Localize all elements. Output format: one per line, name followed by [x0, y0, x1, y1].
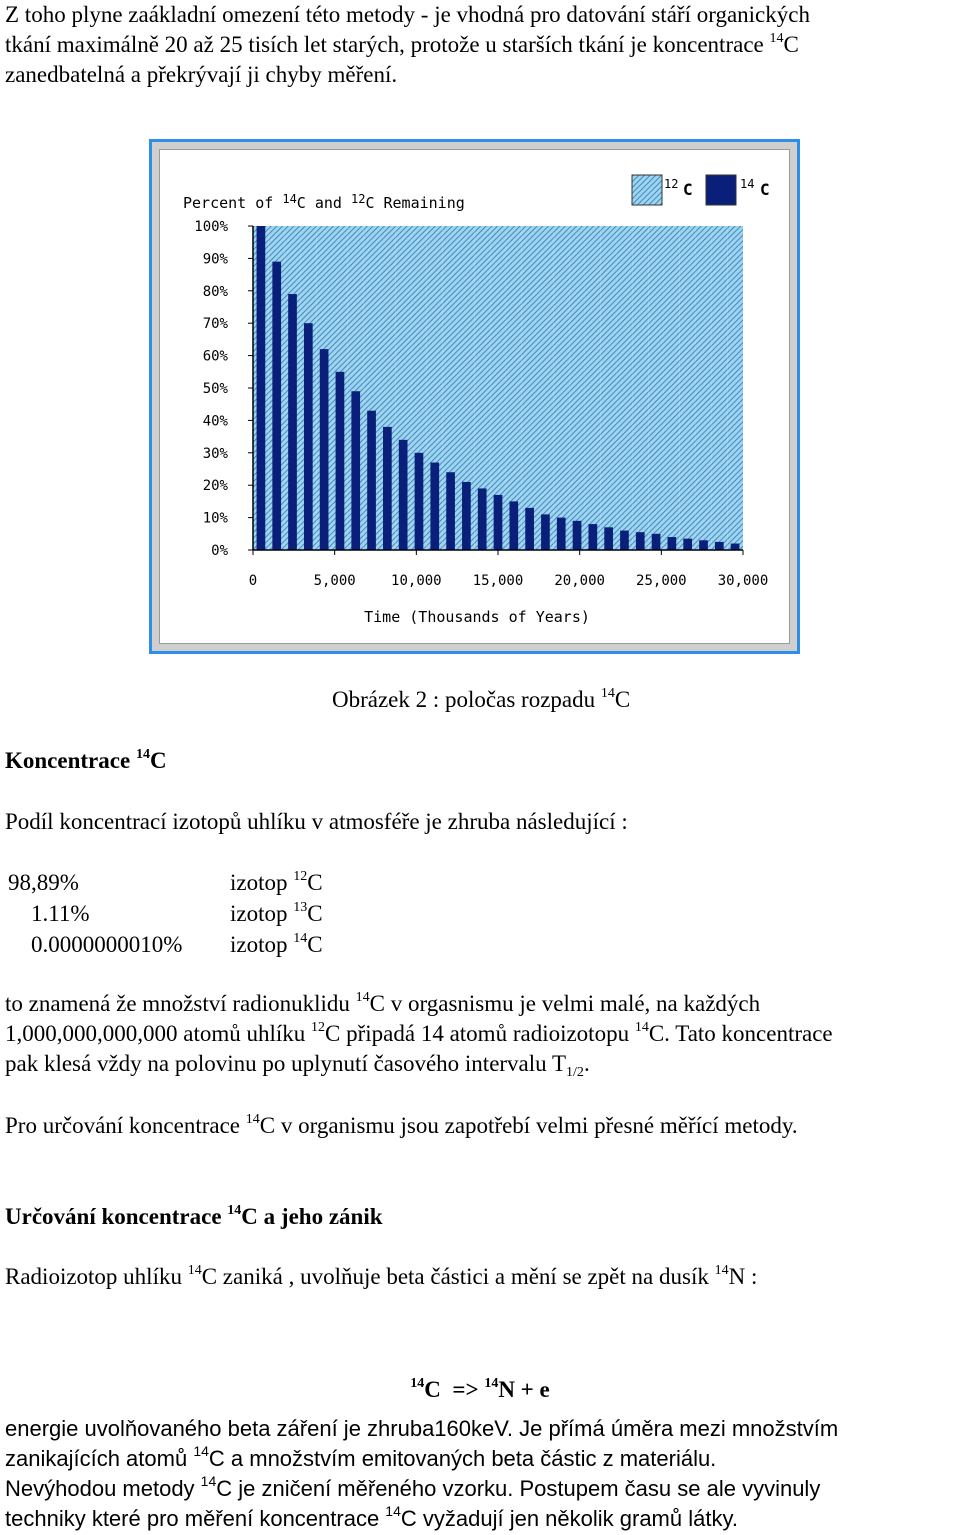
- x-tick-label: 0: [248, 573, 258, 589]
- bar-12c: [648, 226, 664, 550]
- figure-caption: Obrázek 2 : poločas rozpadu $^{14}$C: [332, 686, 631, 712]
- x-tick-label: 30,000: [717, 573, 769, 589]
- bar-14c: [731, 544, 740, 550]
- bar-12c: [711, 226, 727, 550]
- y-tick-label: 50%: [202, 381, 228, 397]
- bar-12c: [538, 226, 554, 550]
- bar-14c: [509, 501, 518, 550]
- bar-14c: [541, 514, 550, 550]
- x-tick-label: 25,000: [636, 573, 687, 589]
- isotope-percent: 98,89%: [8, 870, 79, 895]
- bar-14c: [415, 453, 424, 550]
- bar-12c: [585, 226, 601, 550]
- y-tick-label: 20%: [202, 478, 228, 495]
- bar-12c: [696, 226, 712, 550]
- isotope-percent: 1.11%: [31, 901, 90, 926]
- bar-14c: [683, 539, 692, 550]
- chart-title: Percent of $^{14}$C and $^{12}$C Remaining: [183, 192, 465, 212]
- bar-14c: [462, 482, 471, 550]
- x-tick-label: 15,000: [472, 573, 524, 589]
- bar-14c: [399, 440, 408, 550]
- section-heading-concentration: Koncentrace $^{14}$C: [5, 747, 167, 773]
- bar-14c: [446, 472, 455, 550]
- bar-14c: [620, 531, 629, 550]
- legend-sup-14c: 14: [740, 177, 755, 191]
- y-tick-label: 90%: [202, 251, 228, 268]
- y-tick-label: 10%: [202, 510, 228, 527]
- bar-14c: [604, 527, 613, 550]
- x-axis-ticks: [249, 550, 769, 589]
- y-tick-label: 0%: [211, 543, 228, 559]
- intro-line-1: Z toho plyne zaákladní omezení této metody - je vhodná pro datování stáří organických: [5, 2, 810, 27]
- x-tick-label: 20,000: [554, 573, 605, 589]
- bar-14c: [257, 226, 266, 550]
- bar-14c: [715, 542, 724, 550]
- y-tick-label: 80%: [202, 283, 228, 300]
- bar-12c: [569, 226, 585, 550]
- section2-paragraph-2: energie uvolňovaného beta záření je zhruba160keV. Je přímá úměra mezi množstvím zanikajících atomů $^{14}$C a množstvím emitovaných beta částic z materiálu. Nevýhodou metody $^{14}$C je zničení měřeného vzorku. Postupem času se ale vyvinuly techniky které pro měření koncentrace $^{14}$C vyžadují jen několik gramů látky.: [5, 1416, 839, 1531]
- legend-label-14c: C: [760, 180, 770, 199]
- bar-14c: [588, 524, 597, 550]
- bar-14c: [430, 463, 439, 550]
- bar-14c: [525, 508, 534, 550]
- bar-14c: [636, 532, 645, 550]
- bar-12c: [727, 226, 743, 550]
- y-tick-label: 40%: [202, 413, 228, 430]
- decay-chart-svg: [160, 150, 795, 649]
- isotope-percent: 0.0000000010%: [31, 932, 183, 957]
- intro-line-3: zanedbatelná a překrývají ji chyby měření.: [5, 62, 398, 87]
- bar-14c: [494, 495, 503, 550]
- legend-sup-12c: 12: [664, 177, 679, 191]
- bar-12c: [522, 226, 538, 550]
- bar-12c: [632, 226, 648, 550]
- bar-12c: [680, 226, 696, 550]
- y-tick-label: 60%: [202, 348, 228, 365]
- legend-swatch-12c: [632, 175, 662, 205]
- section1-intro: Podíl koncentrací izotopů uhlíku v atmosféře je zhruba následující :: [5, 809, 628, 834]
- x-axis-label: Time (Thousands of Years): [364, 608, 590, 626]
- decay-chart: [159, 149, 790, 644]
- bar-14c: [478, 488, 487, 550]
- bar-14c: [304, 323, 313, 550]
- isotope-name: izotop $^{13}$C: [230, 900, 323, 926]
- isotope-name: izotop $^{12}$C: [230, 869, 323, 895]
- bar-14c: [320, 349, 329, 550]
- x-tick-label: 5,000: [313, 573, 356, 589]
- x-tick-label: 10,000: [391, 573, 442, 589]
- intro-line-2: tkání maximálně 20 až 25 tisích let starých, protože u starších tkání je koncentrace $^{14}$C: [5, 31, 799, 57]
- section2-paragraph-1: Radioizotop uhlíku $^{14}$C zaniká , uvolňuje beta částici a mění se zpět na dusík $^{14}$N :: [5, 1263, 758, 1289]
- y-axis-ticks: [194, 219, 253, 559]
- section1-paragraph-2: Pro určování koncentrace $^{14}$C v organismu jsou zapotřebí velmi přesné měřící metody.: [5, 1112, 798, 1138]
- bar-12c: [617, 226, 633, 550]
- bar-12c: [664, 226, 680, 550]
- bar-14c: [668, 537, 677, 550]
- intro-paragraph: [5, 0, 955, 90]
- bar-14c: [652, 534, 661, 550]
- section-heading-determination: Určování koncentrace $^{14}$C a jeho zánik: [5, 1203, 383, 1229]
- section1-paragraph-1: to znamená že množství radionuklidu $^{14}$C v orgasnismu je velmi malé, na každých 1,000,000,000,000 atomů uhlíku $^{12}$C připadá 14 atomů radioizotopu $^{14}$C. Tato koncentrace pak klesá vždy na polovinu po uplynutí časového intervalu $T_{1/2}$.: [5, 990, 833, 1080]
- legend-swatch-14c: [706, 175, 736, 205]
- bar-14c: [336, 372, 345, 550]
- bar-14c: [272, 262, 281, 550]
- bar-14c: [383, 427, 392, 550]
- chart-legend: [632, 175, 770, 205]
- bar-12c: [601, 226, 617, 550]
- y-tick-label: 100%: [194, 219, 228, 235]
- decay-chart-frame: [149, 139, 800, 654]
- bar-14c: [351, 391, 360, 550]
- bar-14c: [367, 411, 376, 550]
- y-tick-label: 30%: [202, 445, 228, 462]
- bar-12c: [553, 226, 569, 550]
- bar-14c: [557, 518, 566, 550]
- decay-equation: $^{14}$C => $^{14}$N + e: [410, 1376, 550, 1402]
- bar-14c: [699, 540, 708, 550]
- bar-14c: [288, 294, 297, 550]
- isotope-name: izotop $^{14}$C: [230, 931, 323, 957]
- y-tick-label: 70%: [202, 316, 228, 333]
- legend-label-12c: C: [683, 180, 693, 199]
- bar-14c: [573, 521, 582, 550]
